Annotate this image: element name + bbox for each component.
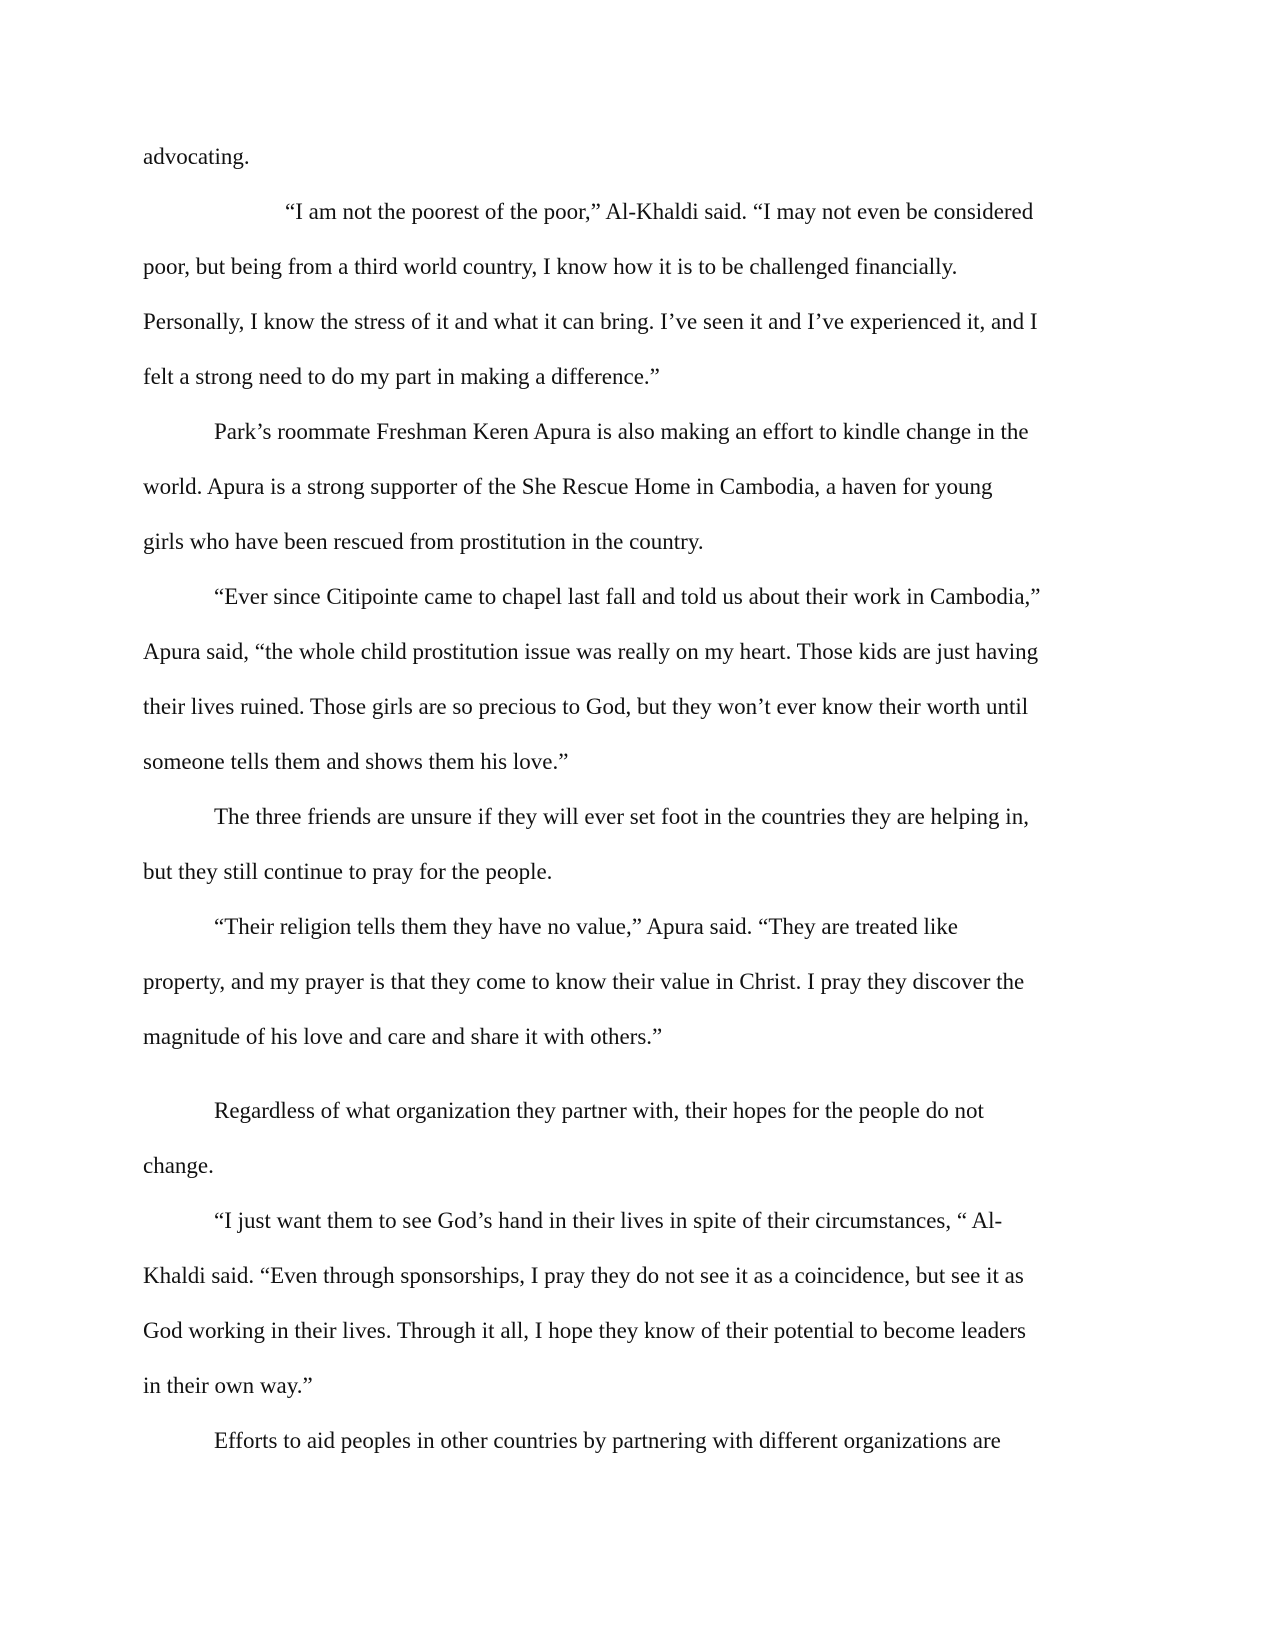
text-line: God working in their lives. Through it all, I hope they know of their potential to become leaders (143, 1318, 1026, 1343)
text-line: “Their religion tells them they have no value,” Apura said. “They are treated like (214, 914, 959, 939)
text-line: magnitude of his love and care and share it with others.” (143, 1024, 663, 1049)
text-line: girls who have been rescued from prostitution in the country. (143, 529, 704, 554)
text-line: Khaldi said. “Even through sponsorships, I pray they do not see it as a coincidence, but see it as (143, 1263, 1024, 1288)
text-line: Efforts to aid peoples in other countries by partnering with different organizations are (214, 1428, 1001, 1453)
text-line: felt a strong need to do my part in making a difference.” (143, 364, 660, 389)
text-line: Apura said, “the whole child prostitution issue was really on my heart. Those kids are just having (143, 639, 1039, 664)
text-line: “Ever since Citipointe came to chapel last fall and told us about their work in Cambodia,” (214, 584, 1041, 609)
text-line: poor, but being from a third world country, I know how it is to be challenged financially. (143, 254, 958, 279)
text-line: advocating. (143, 144, 250, 169)
text-line: “I just want them to see God’s hand in their lives in spite of their circumstances, “ Al- (214, 1208, 1003, 1233)
text-line: property, and my prayer is that they come to know their value in Christ. I pray they discover the (143, 969, 1025, 994)
text-line: change. (143, 1153, 214, 1178)
text-line: Park’s roommate Freshman Keren Apura is also making an effort to kindle change in the (214, 419, 1029, 444)
text-line: but they still continue to pray for the people. (143, 859, 553, 884)
text-line: world. Apura is a strong supporter of the She Rescue Home in Cambodia, a haven for young (143, 474, 993, 499)
text-line: their lives ruined. Those girls are so precious to God, but they won’t ever know their worth until (143, 694, 1029, 719)
text-line: The three friends are unsure if they will ever set foot in the countries they are helping in, (214, 804, 1029, 829)
text-line: Regardless of what organization they partner with, their hopes for the people do not (214, 1098, 984, 1123)
text-line: someone tells them and shows them his love.” (143, 749, 569, 774)
text-line: in their own way.” (143, 1373, 313, 1398)
text-line: Personally, I know the stress of it and what it can bring. I’ve seen it and I’ve experienced it, and I (143, 309, 1038, 334)
text-line: “I am not the poorest of the poor,” Al-Khaldi said. “I may not even be considered (285, 199, 1034, 224)
